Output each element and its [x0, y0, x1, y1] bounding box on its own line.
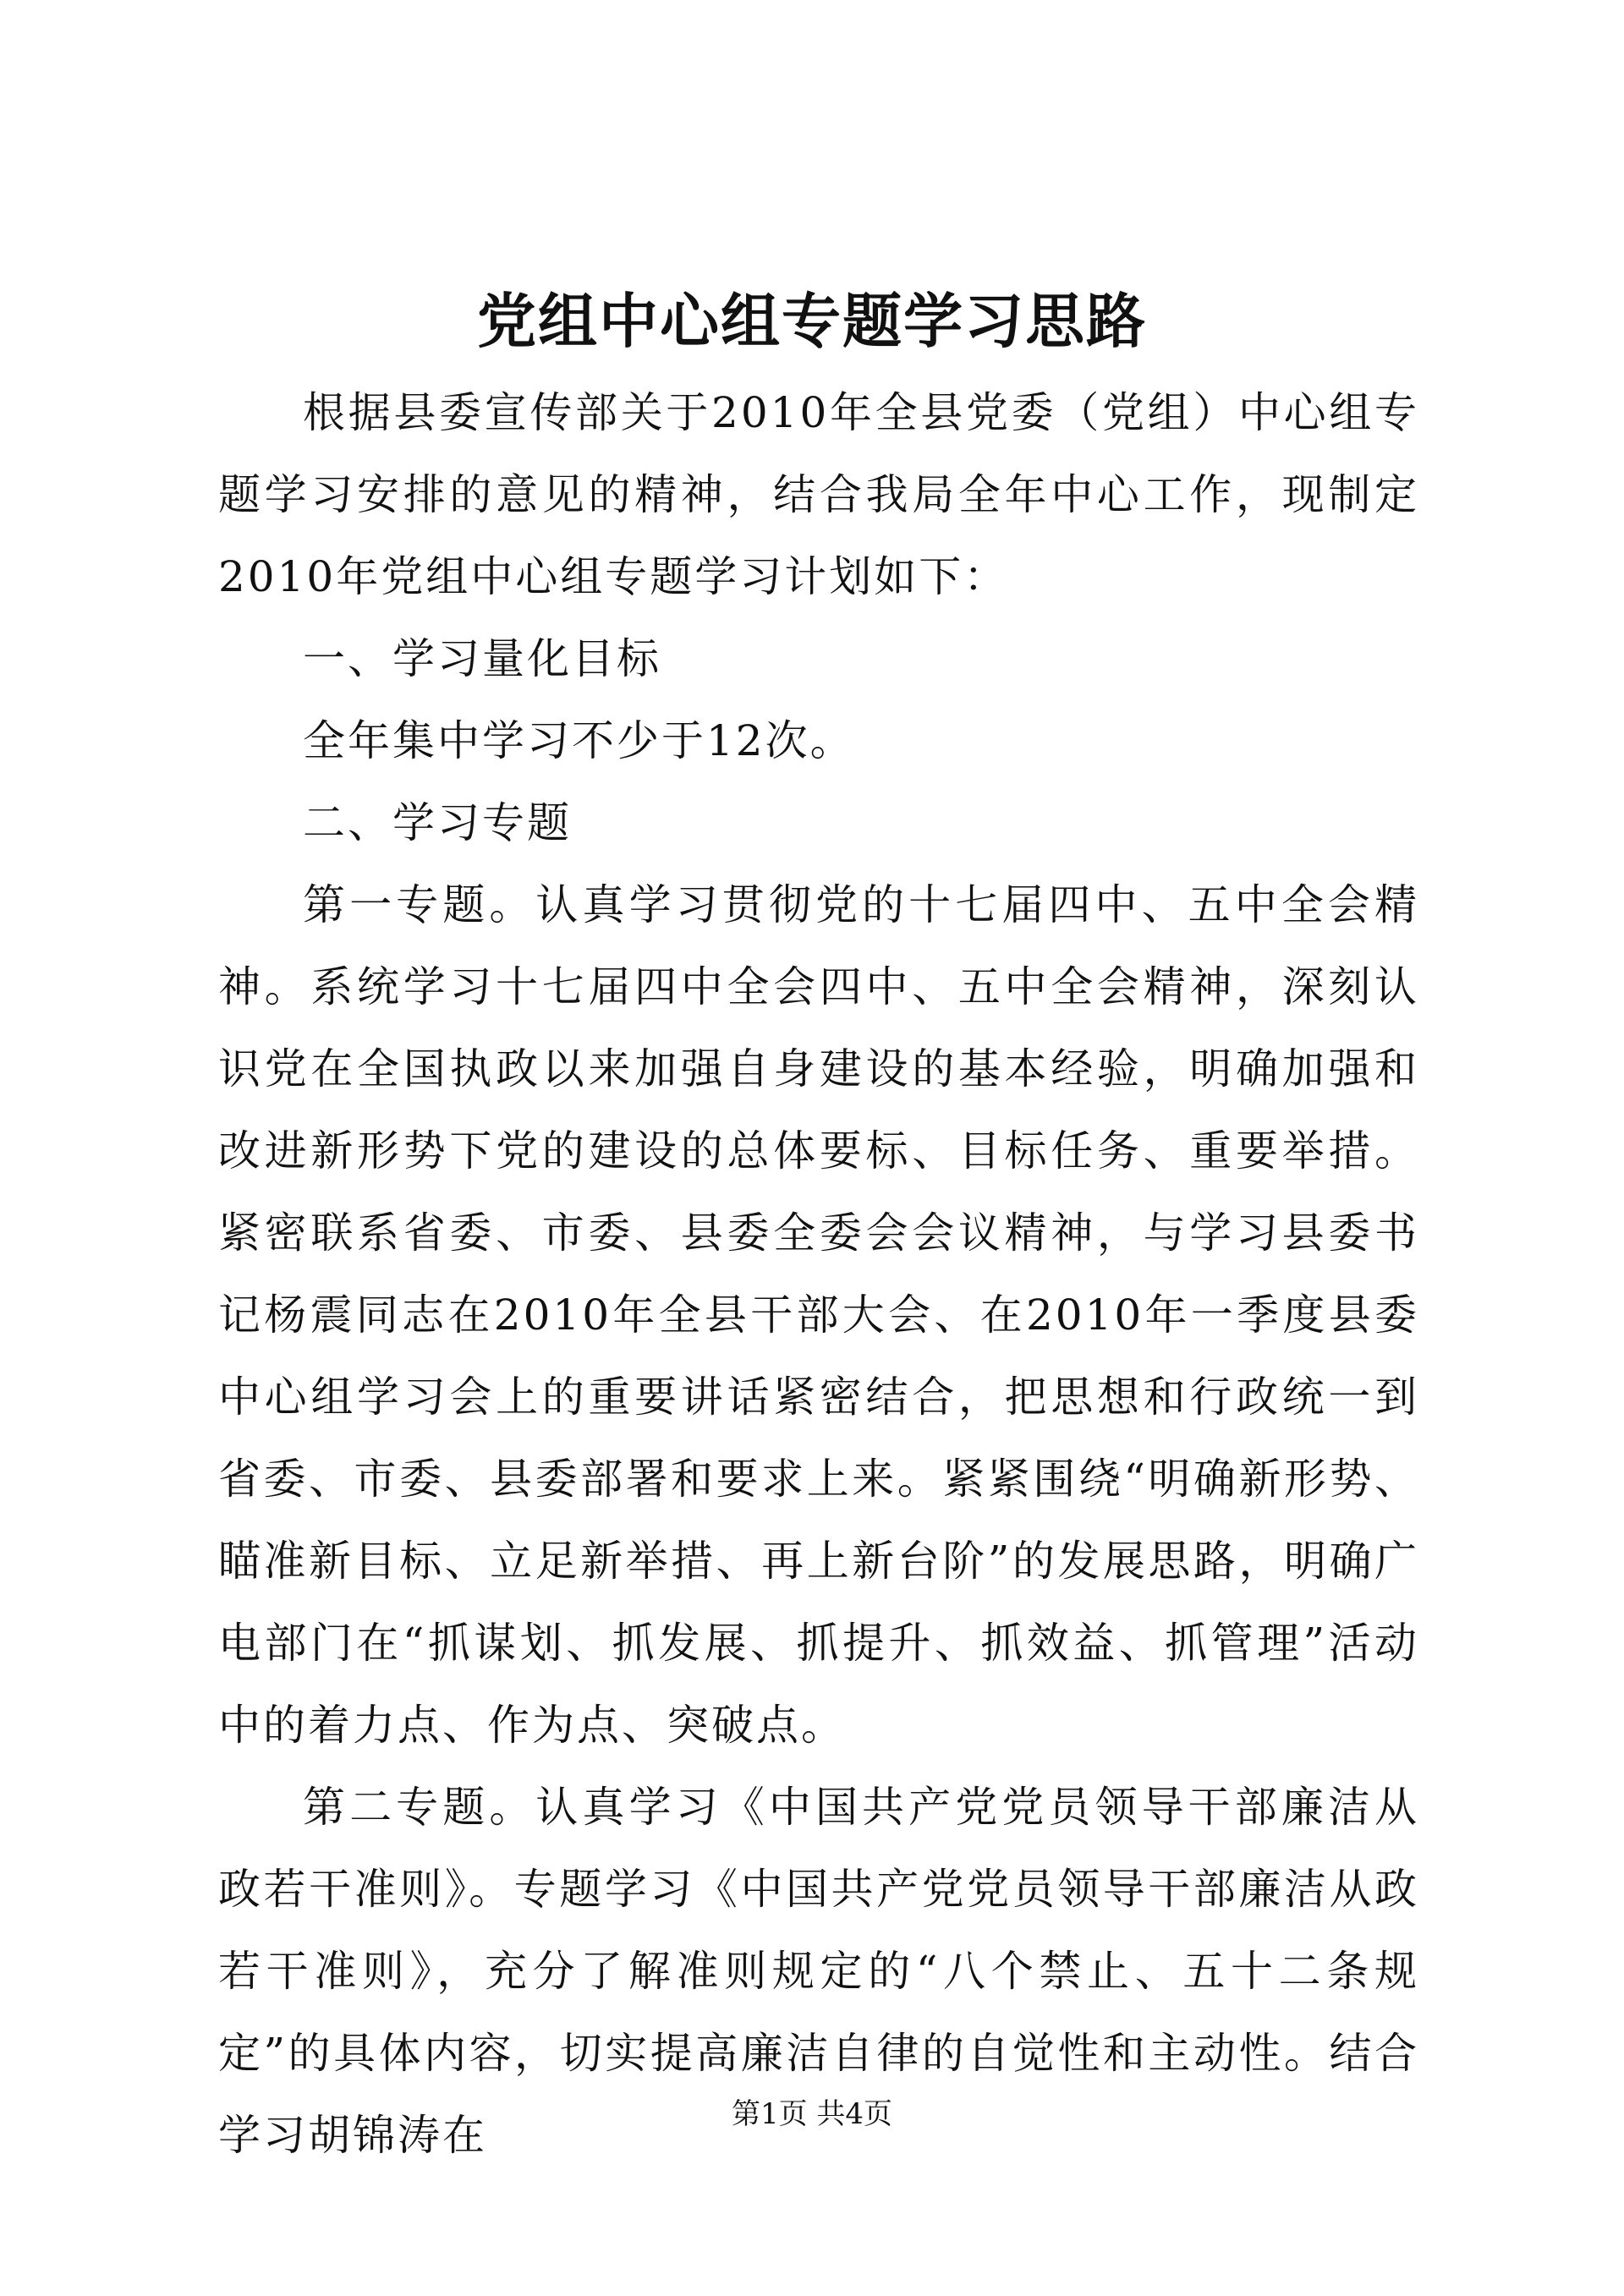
paragraph-topic-1: 第一专题。认真学习贯彻党的十七届四中、五中全会精神。系统学习十七届四中全会四中、五中全会精神，深刻认识党在全国执政以来加强自身建设的基本经验，明确加强和改进新形势下党的建设的总体要标、目标任务、重要举措。紧密联系省委、市委、县委全委会会议精神，与学习县委书记杨震同志在2010年全县干部大会、在2010年一季度县委中心组学习会上的重要讲话紧密结合，把思想和行政统一到省委、市委、县委部署和要求上来。紧紧围绕“明确新形势、瞄准新目标、立足新举措、再上新台阶”的发展思路，明确广电部门在“抓谋划、抓发展、抓提升、抓效益、抓管理”活动中的着力点、作为点、突破点。	[218, 880, 1419, 1750]
document-body	[218, 372, 1419, 2177]
paragraph-topic-2: 第二专题。认真学习《中国共产党党员领导干部廉洁从政若干准则》。专题学习《中国共产党党员领导干部廉洁从政若干准则》，充分了解准则规定的“八个禁止、五十二条规定”的具体内容，切实提高廉洁自律的自觉性和主动性。结合学习胡锦涛在	[218, 1783, 1419, 2160]
document-title: 党组中心组专题学习思路	[477, 286, 1147, 356]
paragraph-intro: 根据县委宣传部关于2010年全县党委（党组）中心组专题学习安排的意见的精神，结合我局全年中心工作，现制定2010年党组中心组专题学习计划如下：	[218, 388, 1419, 601]
heading-section-1: 一、学习量化目标	[303, 634, 661, 683]
heading-section-2: 二、学习专题	[303, 798, 572, 847]
page-footer: 第1页 共4页	[731, 2097, 893, 2131]
paragraph-target: 全年集中学习不少于12次。	[303, 716, 855, 765]
